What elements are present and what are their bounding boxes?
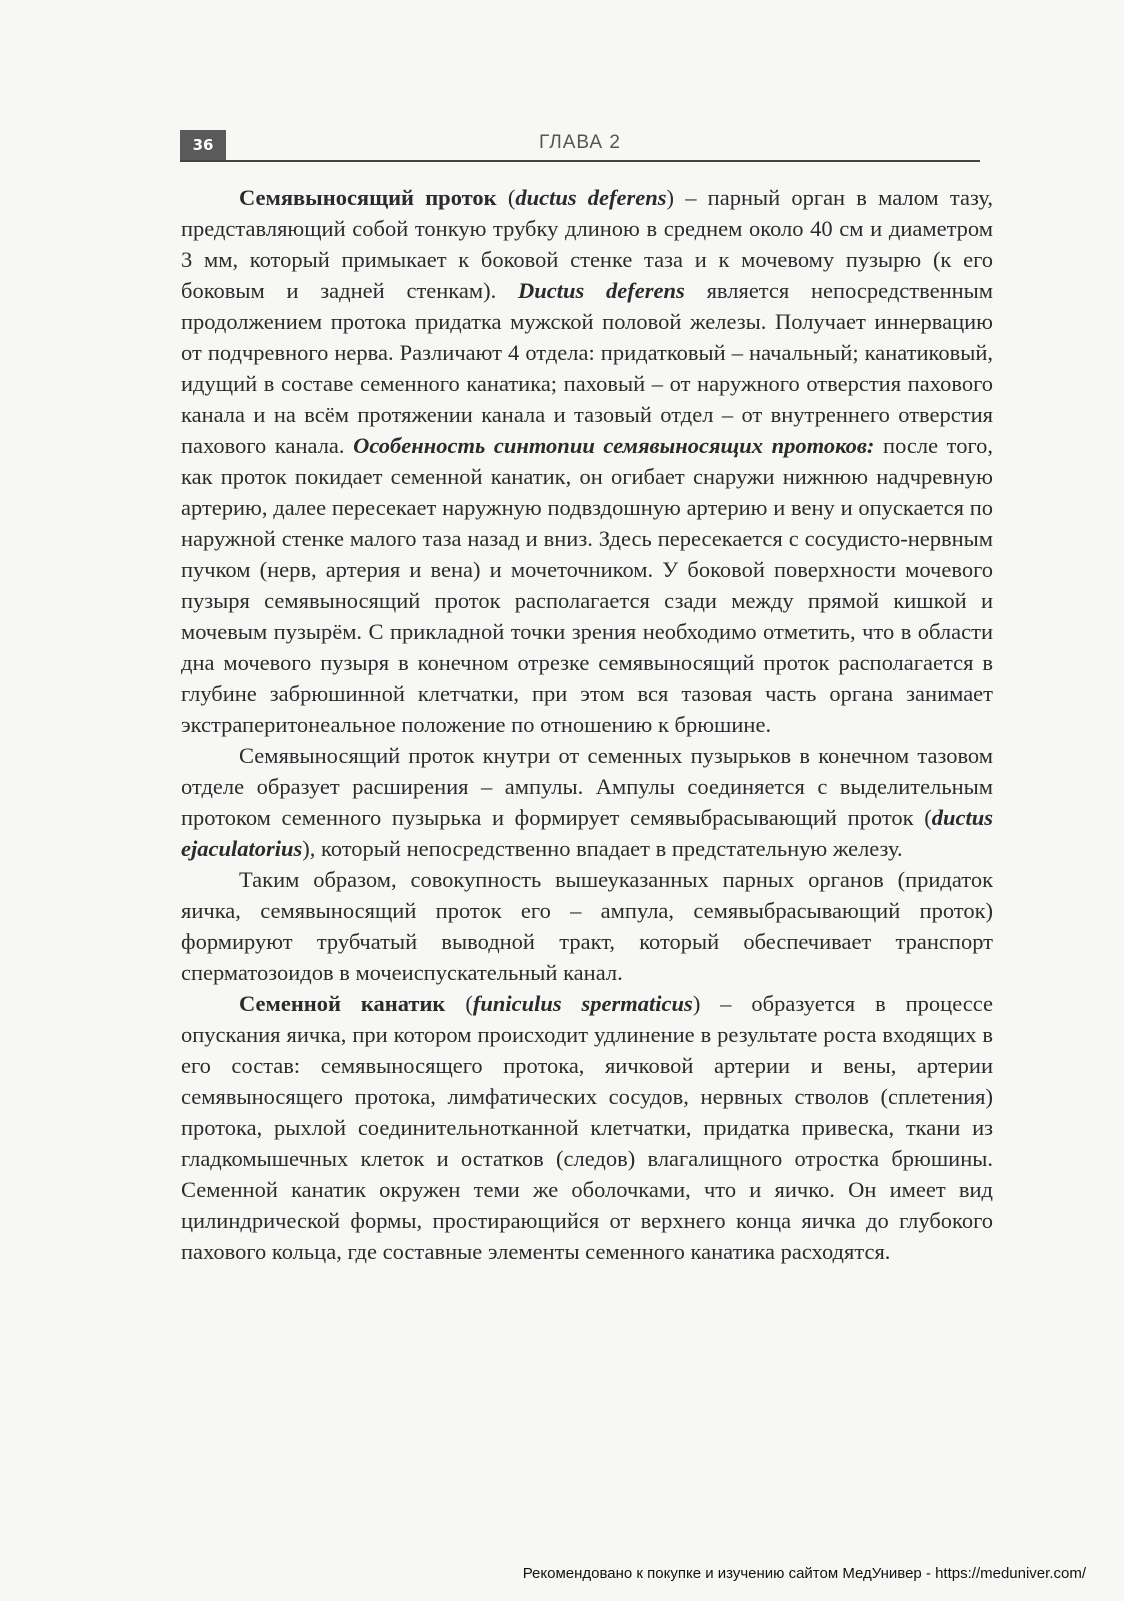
- text-fragment: после того, как проток покидает семенной канатик, он огибает снаружи нижнюю надчревную артерию, далее пересекает наружную подвздошную артерию и вену и опускается по наружной стенке малого таза назад и вниз. Здесь пересекается с сосудисто-нервным пучком (нерв, артерия и вена) и мочеточником. У боковой поверхности мочевого пузыря семявыносящий проток располагается сзади между прямой кишкой и мочевым пузырём. С прикладной точки зрения необходимо отметить, что в области дна мочевого пузыря в конечном отрезке семявыносящий проток располагается в глубине забрюшинной клетчатки, при этом вся тазовая часть органа занимает экстраперитонеальное положение по отношению к брюшине.: [181, 433, 993, 737]
- page-body: [181, 182, 993, 1267]
- emphasis-heading: Особенность синтопии семявыносящих протоков:: [353, 433, 875, 458]
- text-fragment: (: [496, 185, 516, 210]
- page-number: 36: [180, 130, 226, 160]
- text-fragment: Семявыносящий проток кнутри от семенных пузырьков в конечном тазовом отделе образует расширения – ампулы. Ампулы соединяется с выделительным протоком семенного пузырька и формирует семявыбрасывающий проток (: [181, 743, 993, 830]
- text-fragment: ) – парный орган в малом тазу, представляющий собой тонкую трубку длиною в среднем около 40 см и диаметром 3 мм, который примыкает к боковой стенке таза и к мочевому пузырю (к его боковым и задней стенкам).: [181, 185, 993, 303]
- text-fragment: ) – образуется в процессе опускания яичка, при котором происходит удлинение в результате роста входящих в его состав: семявыносящего протока, яичковой артерии и вены, артерии семявыносящего протока, лимфатических сосудов, нервных стволов (сплетения) протока, рыхлой соединительнотканной клетчатки, придатка привеска, ткани из гладкомышечных клеток и остатков (следов) влагалищного отростка брюшины. Семенной канатик окружен теми же оболочками, что и яичко. Он имеет вид цилиндрической формы, простирающийся от верхнего конца яичка до глубокого пахового кольца, где составные элементы семенного канатика расходятся.: [181, 991, 993, 1264]
- chapter-title: ГЛАВА 2: [539, 132, 621, 153]
- paragraph-spermatic-cord: [181, 988, 993, 1267]
- term-heading: Семенной канатик: [239, 991, 446, 1016]
- latin-term: Ductus deferens: [518, 278, 685, 303]
- text-fragment: ), который непосредственно впадает в предстательную железу.: [302, 836, 903, 861]
- paragraph-ductus-deferens: [181, 182, 993, 740]
- paragraph-ampulla: [181, 740, 993, 864]
- paragraph-summary: Таким образом, совокупность вышеуказанных парных органов (придаток яичка, семявыносящий проток его – ампула, семявыбрасывающий проток) формируют трубчатый выводной тракт, который обеспечивает транспорт сперматозоидов в мочеиспускательный канал.: [181, 867, 993, 985]
- latin-term: ductus ejaculatorius: [181, 805, 993, 861]
- footer-note: Рекомендовано к покупке и изучению сайтом МедУнивер - https://meduniver.com/: [522, 1565, 1086, 1582]
- latin-term: funiculus spermaticus: [472, 991, 693, 1016]
- term-heading: Семявыносящий проток: [239, 185, 497, 210]
- page-header: [180, 130, 980, 162]
- text-fragment: является непосредственным продолжением протока придатка мужской половой железы. Получает иннервацию от подчревного нерва. Различают 4 отдела: придатковый – начальный; канатиковый, идущий в составе семенного канатика; паховый – от наружного отверстия пахового канала и на всём протяжении канала и тазовый отдел – от внутреннего отверстия пахового канала.: [181, 278, 994, 458]
- text-fragment: (: [445, 991, 473, 1016]
- latin-term: ductus deferens: [515, 185, 667, 210]
